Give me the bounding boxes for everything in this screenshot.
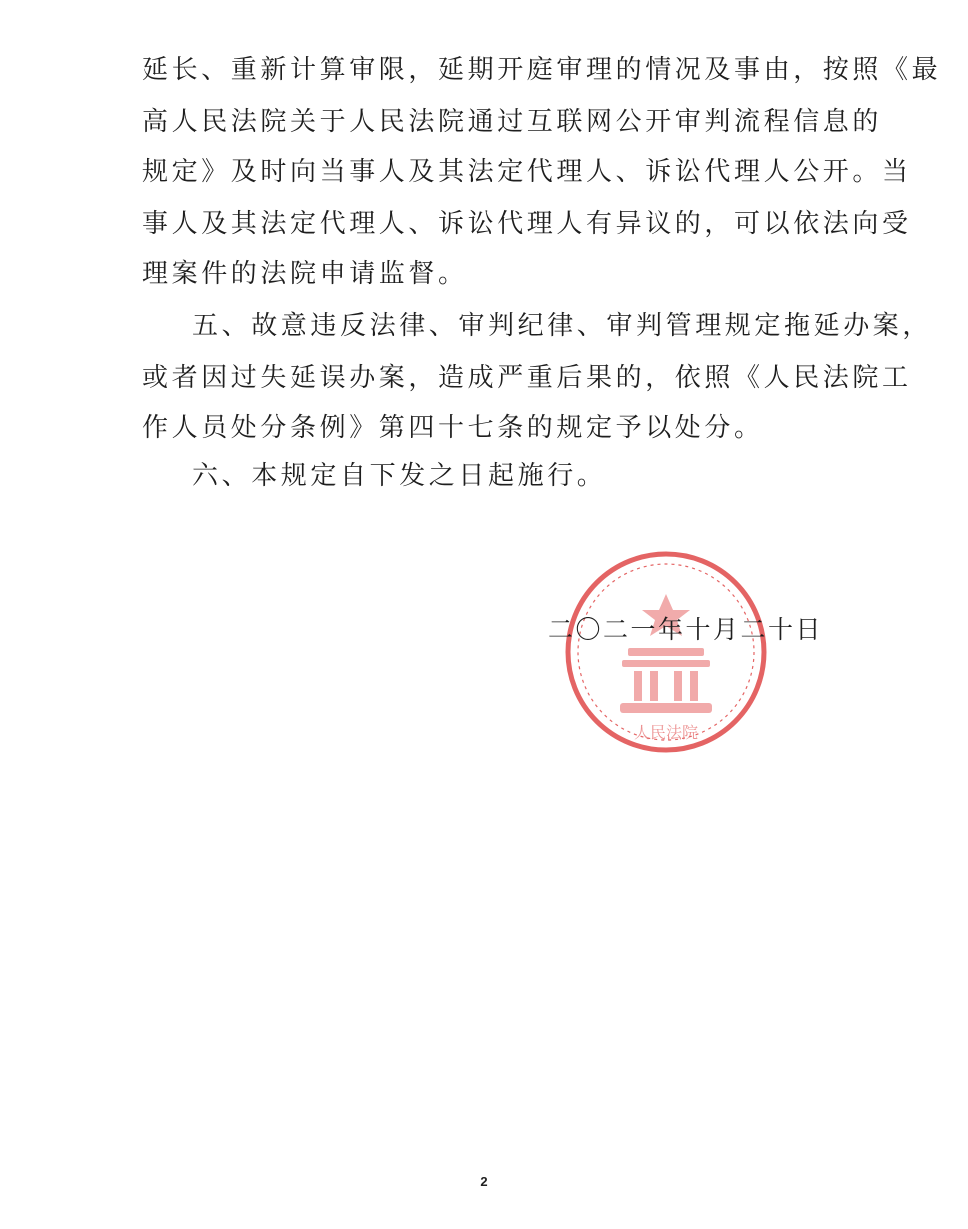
seal-text: 人民法院: [633, 723, 699, 742]
body-text-line: 或者因过失延误办案，造成严重后果的，依照《人民法院工: [142, 363, 912, 393]
body-text-line: 规定》及时向当事人及其法定代理人、诉讼代理人公开。当: [142, 157, 912, 187]
page-number: 2: [480, 1174, 488, 1189]
body-text-line: 事人及其法定代理人、诉讼代理人有异议的，可以依法向受: [142, 209, 912, 239]
body-text-line: 延长、重新计算审限，延期开庭审理的情况及事由，按照《最: [142, 55, 942, 85]
body-text-line: 作人员处分条例》第四十七条的规定予以处分。: [142, 413, 764, 443]
body-text-line: 理案件的法院申请监督。: [142, 259, 468, 289]
clause-six-line: 六、本规定自下发之日起施行。: [192, 461, 607, 491]
clause-five-first-line: 五、故意违反法律、审判纪律、审判管理规定拖延办案，: [192, 311, 933, 341]
body-text-line: 高人民法院关于人民法院通过互联网公开审判流程信息的: [142, 107, 883, 137]
document-date: 二〇二一年十月二十日: [548, 615, 824, 644]
official-seal-icon: [562, 548, 770, 756]
